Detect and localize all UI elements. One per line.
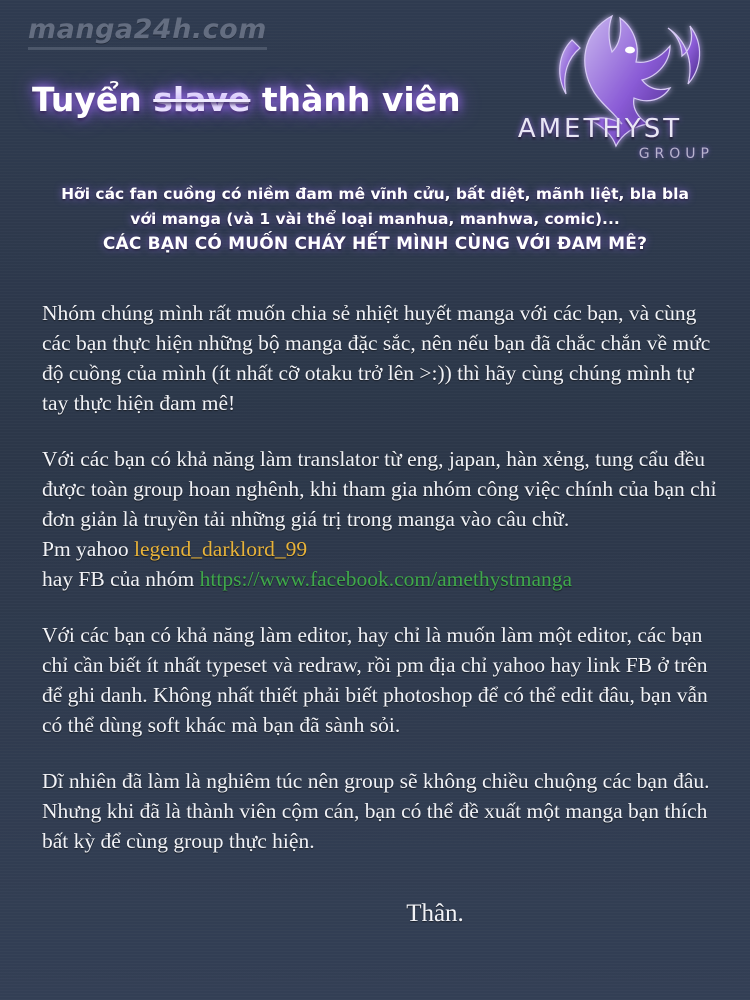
headline-part-1: Tuyển	[32, 80, 142, 119]
intro-line-2: với manga (và 1 vài thể loại manhua, manhwa, comic)...	[130, 210, 620, 228]
paragraph-2-text: Với các bạn có khả năng làm translator từ eng, japan, hàn xẻng, tung cẩu đều được toàn group hoan nghênh, khi tham gia nhóm công việc chính của bạn chỉ đơn giản là truyền tải những giá trị trong manga vào câu chữ.	[42, 447, 717, 531]
paragraph-3: Với các bạn có khả năng làm editor, hay chỉ là muốn làm một editor, các bạn chỉ cần biết ít nhất typeset và redraw, rồi pm địa chỉ yahoo hay link FB ở trên để ghi danh. Không nhất thiết phải biết photoshop để có thể edit đâu, bạn vẫn có thể dùng soft khác mà bạn đã sành sỏi.	[42, 623, 708, 737]
intro-block	[0, 182, 750, 257]
intro-line-3: CÁC BẠN CÓ MUỐN CHÁY HẾT MÌNH CÙNG VỚI ĐAM MÊ?	[102, 234, 648, 254]
amethyst-logo	[462, 6, 732, 171]
signature: Thân.	[406, 900, 464, 927]
page-title	[32, 80, 461, 119]
paragraph-1: Nhóm chúng mình rất muốn chia sẻ nhiệt huyết manga với các bạn, và cùng các bạn thực hiện những bộ manga đặc sắc, nên nếu bạn đã chắc chắn về mức độ cuồng của mình (ít nhất cỡ otaku trở lên >:)) thì hãy cùng chúng mình tự tay thực hiện đam mê!	[42, 301, 711, 415]
intro-line-1: Hỡi các fan cuồng có niềm đam mê vĩnh cửu, bất diệt, mãnh liệt, bla bla	[61, 185, 689, 203]
body-copy	[42, 298, 718, 856]
paragraph-2	[42, 444, 718, 594]
logo-sub-text: GROUP	[638, 146, 714, 162]
facebook-label: hay FB của nhóm	[42, 567, 200, 591]
paragraph-4: Dĩ nhiên đã làm là nghiêm túc nên group sẽ không chiều chuộng các bạn đâu. Nhưng khi đã là thành viên cộm cán, bạn có thể đề xuất một manga bạn thích bất kỳ để cùng group thực hiện.	[42, 769, 710, 853]
site-watermark: manga24h.com	[28, 14, 267, 50]
yahoo-label: Pm yahoo	[42, 537, 134, 561]
facebook-link[interactable]: https://www.facebook.com/amethystmanga	[199, 567, 573, 591]
headline-part-2: thành viên	[261, 80, 461, 119]
yahoo-id-link[interactable]: legend_darklord_99	[133, 537, 308, 561]
logo-brand-text: AMETHYST	[517, 114, 683, 144]
headline-struck-word: slave	[153, 80, 251, 119]
